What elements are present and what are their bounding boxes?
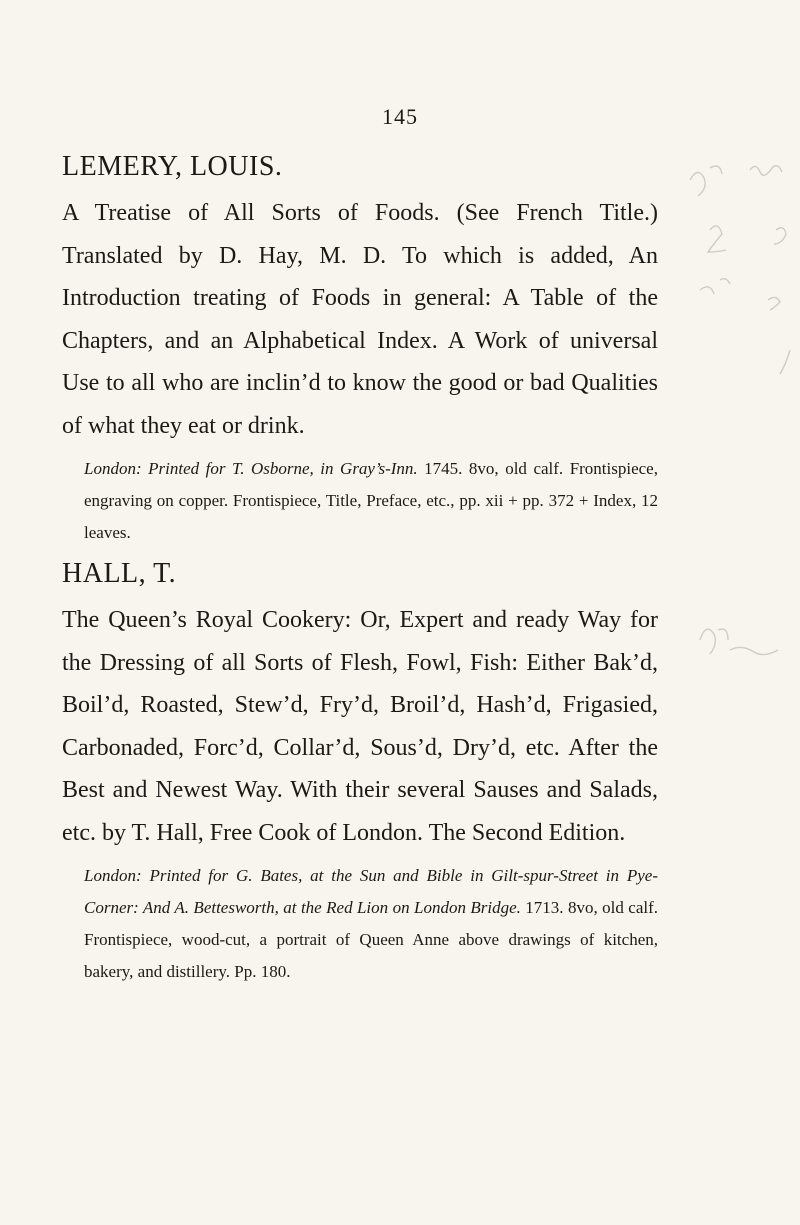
entry-title: The Queen’s Royal Cookery: Or, Expert and ready Way for the Dressing of all Sorts of Flesh, Fowl, Fish: Either Bak’d, Boil’d, Roasted, Stew’d, Fry’d, Broil’d, Hash’d, Frigasied, Carbonaded, Forc’d, Collar’d, Sous’d, Dry’d, etc. After the Best and Newest Way. With their several Sauses and Salads, etc. by T. Hall, Free Cook of London. The Second Edition. xyxy=(62,607,658,846)
entry-imprint xyxy=(84,860,658,988)
entry-title: A Treatise of All Sorts of Foods. (See French Title.) Translated by D. Hay, M. D. To which is added, An Introduction treating of Foods in general: A Table of the Chapters, and an Alphabetical Index. A Work of universal Use to all who are inclin’d to know the good or bad Qualities of what they eat or drink. xyxy=(62,200,658,439)
imprint-publisher: London: Printed for G. Bates, at the Sun and Bible in Gilt-spur-Street in Pye-Corner: And A. Bettesworth, at the Red Lion on London Bridge. xyxy=(84,866,658,917)
catalog-entry xyxy=(62,150,658,549)
entry-author: LEMERY, LOUIS. xyxy=(62,151,283,182)
pencil-marks-middle xyxy=(690,610,790,680)
catalog-entry xyxy=(62,557,658,988)
imprint-details: 1745. 8vo, old calf. Frontispiece, engraving on copper. Frontispiece, Title, Preface, etc., pp. xii + pp. 372 + Index, 12 leaves. xyxy=(84,459,658,542)
imprint-publisher: London: Printed for T. Osborne, in Gray’s-Inn. xyxy=(84,459,418,478)
pencil-marks-top xyxy=(680,150,800,380)
page-number: 145 xyxy=(382,104,418,129)
imprint-details: 1713. 8vo, old calf. Frontispiece, wood-cut, a portrait of Queen Anne above drawings of kitchen, bakery, and distillery. Pp. 180. xyxy=(84,898,659,981)
entry-imprint xyxy=(84,453,658,549)
entry-author: HALL, T. xyxy=(62,558,177,589)
